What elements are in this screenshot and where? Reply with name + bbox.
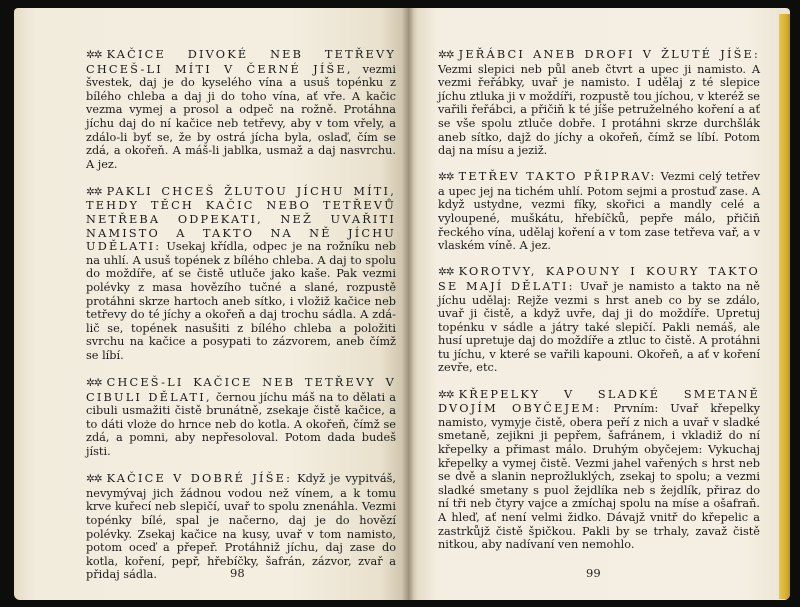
ornament-icon: ✲✲ (438, 266, 454, 279)
ornament-icon: ✲✲ (86, 49, 102, 61)
ornament-icon: ✲✲ (86, 473, 102, 486)
recipe-paragraph (438, 388, 760, 552)
recipe-heading: JEŘÁBCI ANEB DROFI V ŽLUTÉ JÍŠE: (458, 48, 760, 61)
recipe-body: Prvním: Uvař křepelky namisto, vymyje čistě, obera peří z nich a uvař v sladké smetaně, zejikni ji pepřem, šafránem, i vkladiž do ní křepelky a přimast málo. Druhým obyčejem: Vykuchaj křepelky a vymej čistě. Vezmi jahel vařených s hrst neb se dvě a slanin neprožluklých, zsekaj to spolu; a vezmi sladké smetany s puol žejdlíka neb s žejdlík, přiraz do ní tři neb čtyry vajce a zmíchaj spolu na míse a ošafraň. A hleď, ať není velmi židko. Dávajž vnitř do křepelic a zastrkůjž čistě špičkou. Pakli by se trhaly, zavaž čistě nitkou, aby nadívaní ven nemohlo. (438, 402, 761, 552)
recipe-body: Vezmi slepici neb půl aneb čtvrt a upec ji namisto. A vezmi řeřábky, uvař je namisto. I udělaj z té slepice jíchu ztluka ji v moždíři, rozpustě tou jíchou, v kteréž se vařili řeřábci, a přičiň k té jíše petruželného koření a ať se vše spolu ztluče dobře. I protáhni skrze durchšlák aneb sítko, dajž do jíchy a okořeň, čímž se líbí. Potom daj na mísu a jeziž. (438, 62, 760, 158)
recipe-body: Vezmi celý tetřev a upec jej na tichém uhlí. Potom sejmi a prostuď zase. A když ustydne, vezmi fíky, skořici a mandly celé a vyloupené, muškátu, hřebíčků, pepře málo, přičiň řeckého vína, udělaj koření a v tom zase tetřeva vař, a v vlaském víně. A jez. (438, 170, 760, 253)
open-book (14, 8, 790, 600)
recipe-heading: KAČICE DIVOKÉ NEB TETŘEVY CHCEŠ-LI MÍTI V ČERNÉ JÍŠE, (86, 48, 396, 76)
page-number: 98 (230, 566, 245, 580)
recipe-paragraph (438, 170, 760, 253)
ornament-icon: ✲✲ (438, 49, 454, 61)
page-number: 99 (586, 566, 601, 580)
recipe-body: vezmi švestek, daj je do kyselého vína a usuš topénku z bílého chleba a daj ji do toho vína, ať vře. A kačic vezma vymej a prosol a odpeč na rožně. Protáhna jíchu daj do ní kačice neb tetřevy, aby v tom vřely, a zdálo-li byť se, že by ostrá jícha byla, oslaď, čím se zdá, a okořeň. A máš-li jablka, usmaž a daj nasvrchu. A jez. (86, 62, 396, 171)
book-gutter (402, 8, 414, 600)
recipe-paragraph (438, 48, 760, 158)
recipe-heading: CHCEŠ-LI KAČICE NEB TETŘEVY V CIBULI DĚLATI, (86, 376, 396, 404)
right-page (408, 8, 790, 600)
recipe-body: černou jíchu máš na to dělati a cibuli usmažiti čistě brunátně, zsekaje čistě kačice, a to dáti vloże do hrnce neb do kotla. A okořeň, čímž se zdá, a pomni, aby nepřesoloval. Potom dada budeš jísti. (86, 390, 396, 459)
right-page-text (438, 48, 760, 564)
recipe-heading: KOROTVY, KAPOUNY I KOURY TAKTO SE MAJÍ DĚLATI: (438, 265, 760, 293)
recipe-paragraph (86, 48, 396, 171)
ornament-icon: ✲✲ (86, 185, 102, 198)
recipe-paragraph (438, 265, 760, 375)
recipe-heading: PAKLI CHCEŠ ŽLUTOU JÍCHU MÍTI, TEHDY TĚCH KAČIC NEBO TETŘEVŮ NETŘEBA ODPEKATI, NEŽ UVAŘITI NAMISTO A TAKTO NA NĚ JÍCHU UDĚLATI: (86, 184, 396, 254)
ornament-icon: ✲✲ (86, 377, 102, 390)
left-page-text (86, 48, 396, 595)
recipe-heading: KAČICE V DOBRÉ JÍŠE: (106, 472, 293, 486)
ornament-icon: ✲✲ (438, 171, 454, 184)
recipe-heading: TETŘEV TAKTO PŘIPRAV: (458, 170, 657, 184)
ornament-icon: ✲✲ (438, 388, 454, 401)
recipe-body: Usekaj křídla, odpec je na rožníku neb na uhlí. A usuš topének z bílého chleba. A daj to spolu do moždíře, ať se čistě utluče jako kaše. Pak vezmi polévky z masa hovězího tučné a slané, rozpustě protáhni skrze hartoch aneb sítko, i vložiž kačice neb tetřevy do té jíchy a okořeň a daj trochu sádla. A zdá-lič se, topének nasušiti z bílého chleba a položiti svrchu na kačice a posypati to zázvorem, aneb čímž se líbí. (86, 240, 396, 362)
recipe-body: Když je vypitváš, nevymývaj jich žádnou vodou než vínem, a k tomu krve kuřecí neb slepičí, uvař to spolu znenáhla. Vezmi topénky bílé, spal je načerno, daj je do hovězí polévky. Zsekaj kačice na kusy, uvař v tom namisto, potom oceď a přepeř. Protáhniž jíchu, daj zase do kotla, koření, pepř, hřebíčky, šafrán, zázvor, zvař a přidaj sádla. (86, 472, 396, 582)
recipe-paragraph (86, 185, 396, 363)
recipe-paragraph (86, 376, 396, 459)
left-page (14, 8, 408, 600)
recipe-body: Uvař je namisto a takto na ně jíchu udělaj: Rejže vezmi s hrst aneb co by se zdálo, uvař ji čistě, a když uvře, daj ji do moždíře. Upretuj topénku v sádle a játry také slepičí. Pakli nemáš, ale husí upretuje daj do moždíře a ztluc to čistě. A protáhni tu jíchu, v které se vařili kapouni. Okořeň, a ať v koření zevře, etc. (438, 279, 760, 375)
page-edge (779, 14, 790, 599)
recipe-heading: KŘEPELKY V SLADKÉ SMETANĚ DVOJÍM OBYČEJEM: (438, 387, 760, 416)
